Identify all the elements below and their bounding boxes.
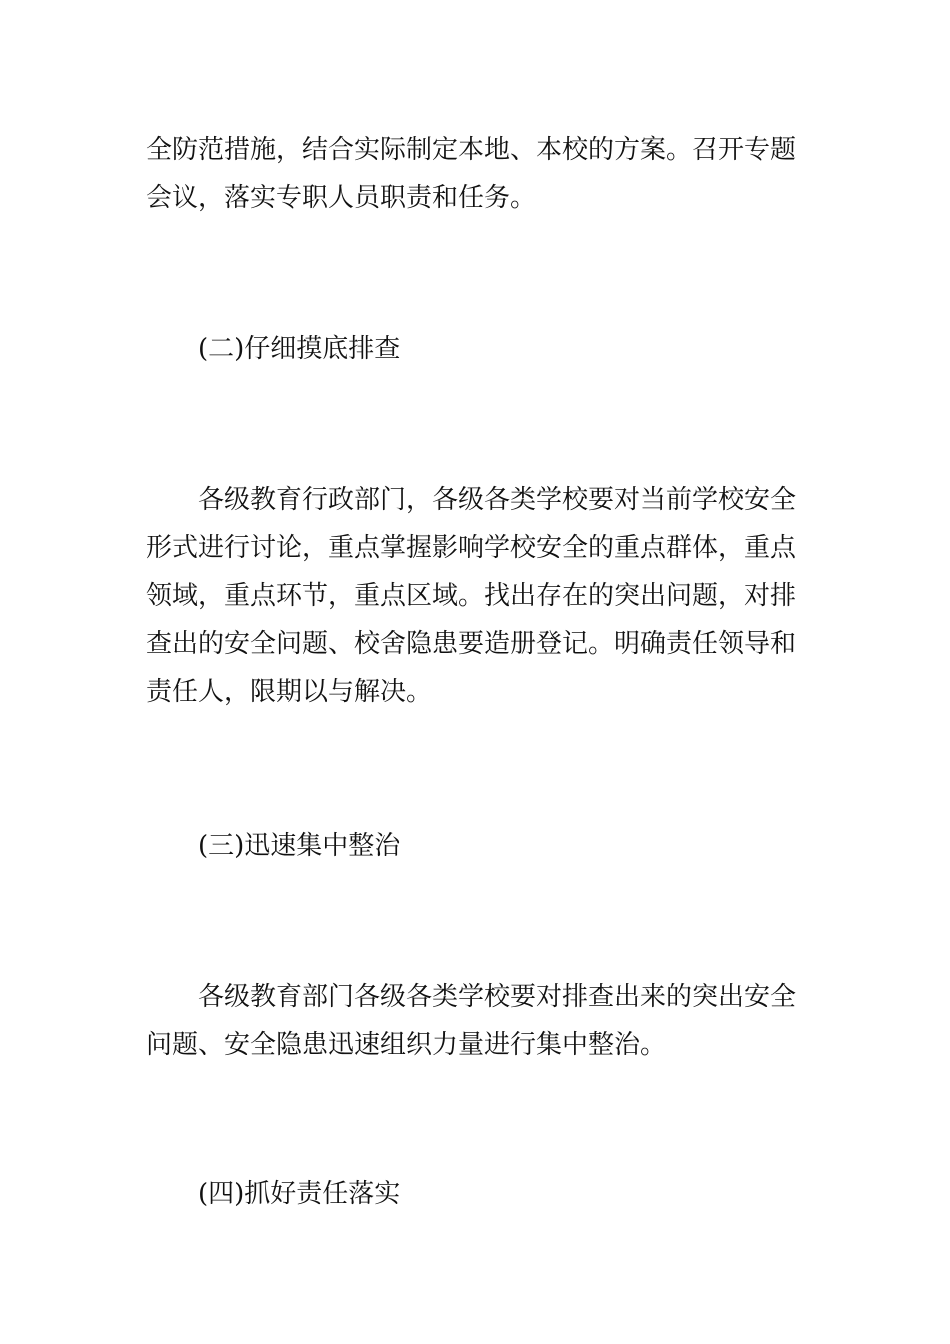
heading-text: (三)迅速集中整治 — [198, 831, 401, 861]
section-heading-3 — [146, 822, 810, 870]
text-line: 问题、安全隐患迅速组织力量进行集中整治。 — [146, 1030, 667, 1060]
section-heading-2 — [146, 325, 810, 373]
paragraph-section-2 — [146, 476, 810, 716]
text-line: 会议，落实专职人员职责和任务。 — [146, 183, 537, 213]
paragraph-section-3 — [146, 973, 810, 1069]
text-line: 全防范措施，结合实际制定本地、本校的方案。召开专题 — [146, 135, 797, 165]
paragraph-continuation — [146, 126, 810, 222]
text-line: 责任人，限期以与解决。 — [146, 677, 433, 707]
text-line: 各级教育行政部门，各级各类学校要对当前学校安全 — [198, 485, 797, 515]
section-heading-4 — [146, 1170, 810, 1218]
heading-text: (二)仔细摸底排查 — [198, 334, 401, 364]
text-line: 查出的安全问题、校舍隐患要造册登记。明确责任领导和 — [146, 629, 797, 659]
heading-text: (四)抓好责任落实 — [198, 1179, 401, 1209]
text-line: 各级教育部门各级各类学校要对排查出来的突出安全 — [198, 982, 797, 1012]
text-line: 形式进行讨论，重点掌握影响学校安全的重点群体，重点 — [146, 533, 797, 563]
text-line: 领域，重点环节，重点区域。找出存在的突出问题，对排 — [146, 581, 797, 611]
